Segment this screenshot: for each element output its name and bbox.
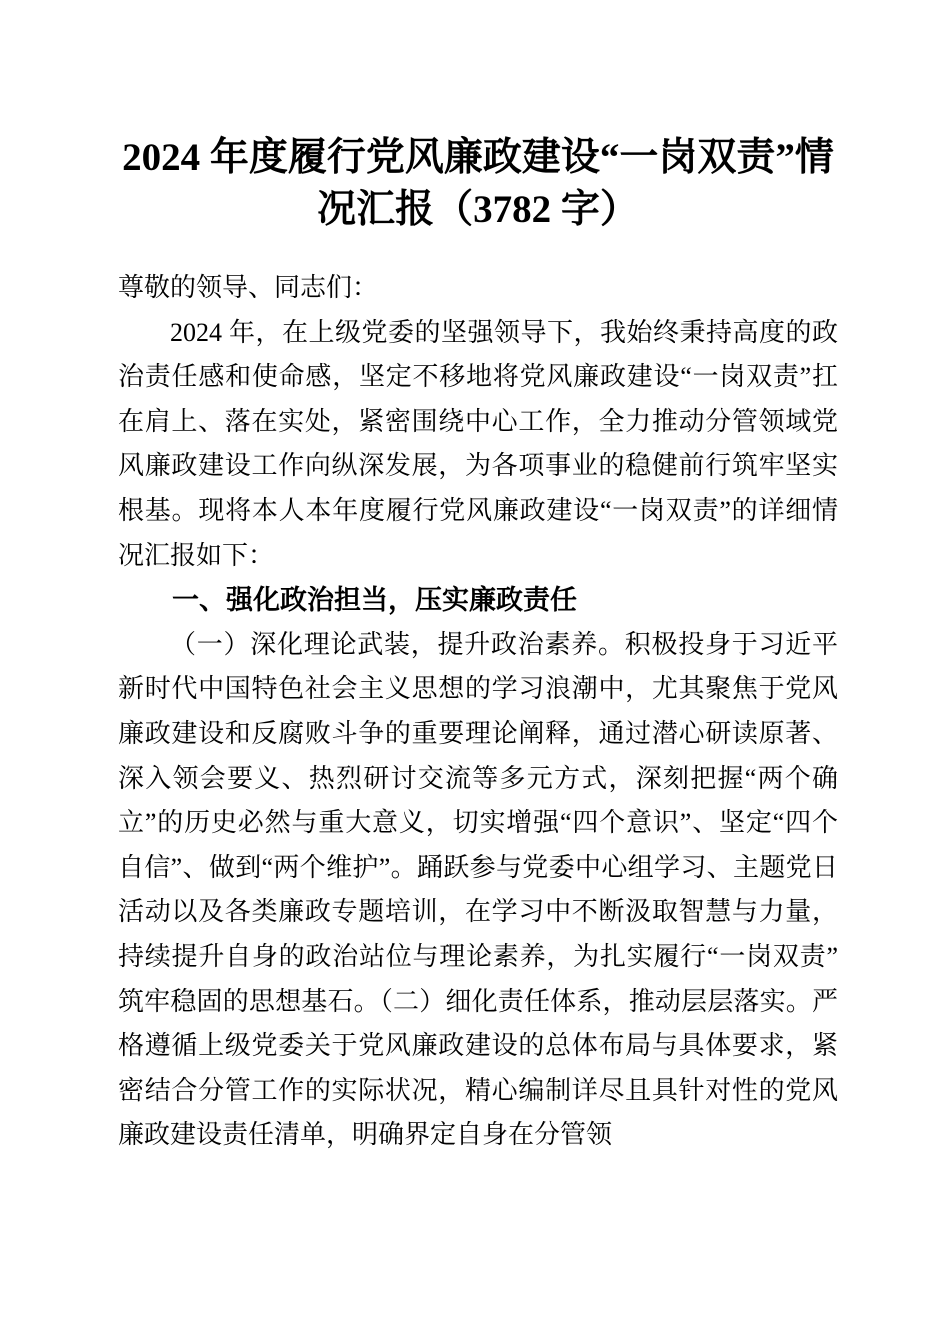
section-1-body: （一）深化理论武装，提升政治素养。积极投身于习近平新时代中国特色社会主义思想的学习浪潮中，尤其聚焦于党风廉政建设和反腐败斗争的重要理论阐释，通过潜心研读原著、深入领会要义、热烈研讨交流等多元方式，深刻把握“两个确立”的历史必然与重大意义，切实增强“四个意识”、坚定“四个自信”、做到“两个维护”。踊跃参与党委中心组学习、主题党日活动以及各类廉政专题培训，在学习中不断汲取智慧与力量，持续提升自身的政治站位与理论素养，为扎实履行“一岗双责”筑牢稳固的思想基石。（二）细化责任体系，推动层层落实。严格遵循上级党委关于党风廉政建设的总体布局与具体要求，紧密结合分管工作的实际状况，精心编制详尽且具针对性的党风廉政建设责任清单，明确界定自身在分管领 [118, 629, 838, 1150]
document-title [118, 132, 838, 236]
section-1-heading: 一、强化政治担当，压实廉政责任 [172, 585, 577, 616]
document-title-line-1: 2024 年度履行党风廉政建设“一岗双责”情 [122, 136, 834, 179]
salutation: 尊敬的领导、同志们： [118, 273, 379, 302]
document-title-line-2: 况汇报（3782 字） [317, 188, 639, 231]
intro-paragraph: 2024 年，在上级党委的坚强领导下，我始终秉持高度的政治责任感和使命感，坚定不移地将党风廉政建设“一岗双责”扛在肩上、落在实处，紧密围绕中心工作，全力推动分管领域党风廉政建设工作向纵深发展，为各项事业的稳健前行筑牢坚实根基。现将本人本年度履行党风廉政建设“一岗双责”的详细情况汇报如下： [118, 317, 838, 570]
